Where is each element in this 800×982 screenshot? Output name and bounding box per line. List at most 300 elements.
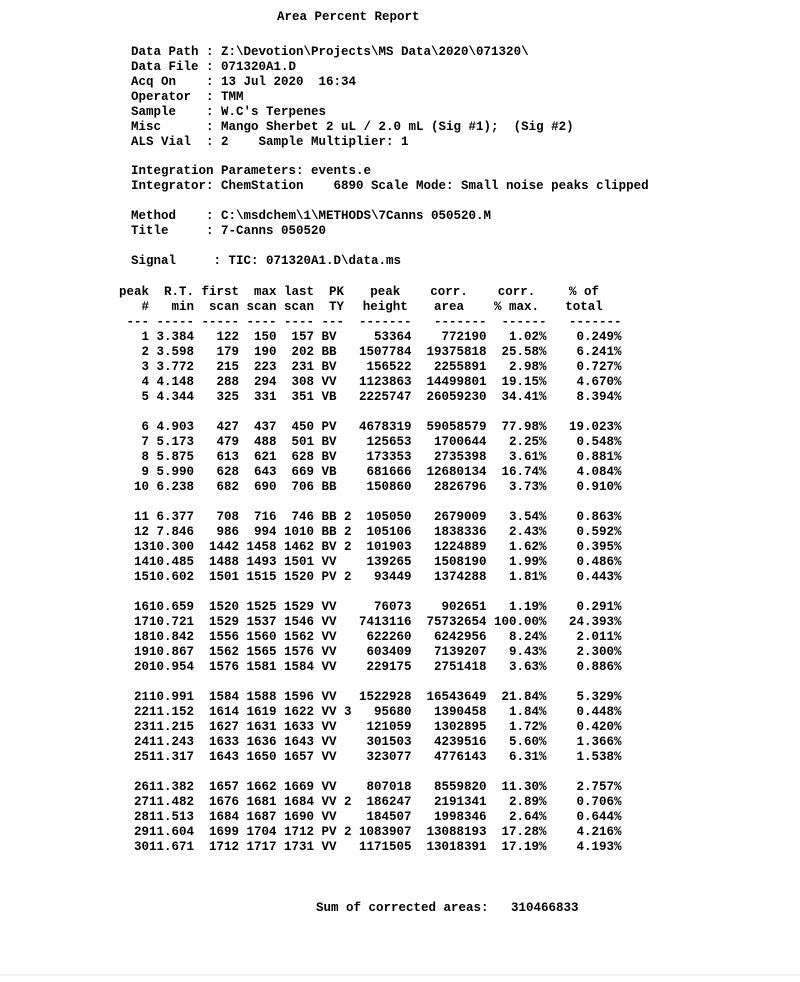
- peak-cell: 1633: [209, 735, 240, 749]
- peak-cell: 1537: [246, 615, 277, 629]
- peak-cell: 10.602: [149, 570, 195, 584]
- sample-value: W.C's Terpenes: [221, 105, 327, 119]
- header-cell: first: [201, 285, 240, 299]
- peak-cell: 0.644%: [576, 810, 622, 824]
- peak-cell: 1596: [284, 690, 315, 704]
- peak-row: [119, 660, 622, 690]
- peak-row: [119, 525, 622, 540]
- peak-row: [119, 825, 622, 840]
- peak-cell: 2735398: [434, 450, 487, 464]
- peak-cell: 6.241%: [576, 345, 622, 359]
- sample-label: Sample: [131, 105, 177, 119]
- operator-line: [131, 90, 574, 105]
- peak-cell: 4.193%: [576, 840, 622, 854]
- peak-cell: 17.28%: [501, 825, 547, 839]
- peak-cell: 25: [134, 750, 150, 764]
- peak-cell: 4239516: [434, 735, 487, 749]
- peak-cell: 3.73%: [509, 480, 547, 494]
- peak-cell: 7.846: [156, 525, 195, 539]
- peak-cell: 10.842: [149, 630, 195, 644]
- peak-cell: 19: [134, 645, 150, 659]
- peak-cell: 0.420%: [576, 720, 622, 734]
- header-cell: max: [254, 285, 277, 299]
- peak-row: [119, 435, 622, 450]
- data-path-line: [131, 45, 574, 60]
- colon-separator: :: [206, 120, 222, 134]
- peak-cell: 0.727%: [576, 360, 622, 374]
- peak-cell: VV: [321, 810, 337, 824]
- peak-cell: 479: [216, 435, 240, 449]
- peak-cell: VV: [321, 375, 337, 389]
- peak-cell: 6.238: [156, 480, 195, 494]
- peak-table-header-dashes: [119, 315, 622, 330]
- peak-cell: BV 2: [321, 540, 352, 554]
- peak-cell: 1171505: [359, 840, 412, 854]
- peak-cell: BB 2: [321, 525, 352, 539]
- peak-cell: 7413116: [359, 615, 412, 629]
- peak-cell: VV: [321, 615, 337, 629]
- peak-cell: 5.173: [156, 435, 195, 449]
- peak-cell: 1.81%: [509, 570, 547, 584]
- peak-cell: VV: [321, 840, 337, 854]
- peak-cell: 0.443%: [576, 570, 622, 584]
- peak-row: [119, 450, 622, 465]
- peak-cell: 95680: [374, 705, 412, 719]
- header-cell: scan: [209, 300, 240, 314]
- peak-cell: 0.548%: [576, 435, 622, 449]
- peak-cell: 1515: [246, 570, 277, 584]
- method-line: [131, 209, 491, 224]
- peak-cell: 1.19%: [509, 600, 547, 614]
- peak-cell: 1462: [284, 540, 315, 554]
- peak-cell: 1712: [284, 825, 315, 839]
- header-cell: total: [565, 300, 603, 314]
- method-value: C:\msdchem\1\METHODS\7Canns 050520.M: [221, 209, 492, 223]
- header-cell: min: [171, 300, 195, 314]
- peak-cell: 1627: [209, 720, 240, 734]
- header-cell: corr.: [430, 285, 468, 299]
- peak-cell: 807018: [366, 780, 412, 794]
- peak-cell: 20: [134, 660, 150, 674]
- peak-cell: 3: [141, 360, 150, 374]
- signal-block: [131, 254, 401, 269]
- peak-cell: 1520: [284, 570, 315, 584]
- peak-cell: 8.24%: [509, 630, 547, 644]
- peak-cell: 0.881%: [576, 450, 622, 464]
- peak-row: [119, 840, 622, 855]
- peak-cell: 3.598: [156, 345, 195, 359]
- peak-cell: 4.148: [156, 375, 195, 389]
- peak-cell: 229175: [366, 660, 412, 674]
- peak-cell: 2751418: [434, 660, 487, 674]
- peak-cell: VV: [321, 630, 337, 644]
- peak-cell: 1581: [246, 660, 277, 674]
- peak-cell: 1010: [284, 525, 315, 539]
- peak-cell: 1.72%: [509, 720, 547, 734]
- peak-cell: 93449: [374, 570, 412, 584]
- header-cell: peak: [119, 285, 150, 299]
- header-cell: -------: [434, 315, 487, 329]
- peak-cell: VV: [321, 735, 337, 749]
- peak-cell: 12: [134, 525, 150, 539]
- peak-cell: 301503: [366, 735, 412, 749]
- peak-cell: 1224889: [434, 540, 487, 554]
- peak-cell: 5.329%: [576, 690, 622, 704]
- peak-cell: 1684: [284, 795, 315, 809]
- peak-cell: 190: [254, 345, 277, 359]
- peak-cell: 1390458: [434, 705, 487, 719]
- peak-cell: 1501: [284, 555, 315, 569]
- peak-cell: 100.00%: [494, 615, 547, 629]
- colon-separator: :: [206, 135, 222, 149]
- peak-cell: 1662: [246, 780, 277, 794]
- peak-cell: BV: [321, 330, 337, 344]
- peak-cell: 669: [291, 465, 315, 479]
- peak-cell: 1614: [209, 705, 240, 719]
- peak-cell: 150860: [366, 480, 412, 494]
- peak-cell: 1.366%: [576, 735, 622, 749]
- header-cell: ------: [501, 315, 547, 329]
- peak-cell: 1633: [284, 720, 315, 734]
- peak-cell: 1501: [209, 570, 240, 584]
- peak-cell: 1.02%: [509, 330, 547, 344]
- peak-row: [119, 330, 622, 345]
- peak-cell: 6: [141, 420, 150, 434]
- peak-cell: 21.84%: [501, 690, 547, 704]
- sample-line: [131, 105, 574, 120]
- peak-cell: 2679009: [434, 510, 487, 524]
- peak-row: [119, 390, 622, 420]
- data-file-label: Data File: [131, 60, 199, 74]
- peak-cell: 1520: [209, 600, 240, 614]
- peak-cell: 1712: [209, 840, 240, 854]
- peak-cell: 139265: [366, 555, 412, 569]
- peak-cell: 105106: [366, 525, 412, 539]
- data-path-value: Z:\Devotion\Projects\MS Data\2020\071320\: [221, 45, 529, 59]
- peak-cell: 2255891: [434, 360, 487, 374]
- peak-cell: 7: [141, 435, 150, 449]
- peak-cell: 19.15%: [501, 375, 547, 389]
- peak-cell: 21: [134, 690, 150, 704]
- peak-row: [119, 480, 622, 510]
- signal-value: TIC: 071320A1.D\data.ms: [228, 254, 402, 268]
- peak-cell: 1493: [246, 555, 277, 569]
- peak-cell: VV 3: [321, 705, 352, 719]
- peak-cell: 2.98%: [509, 360, 547, 374]
- peak-cell: 59058579: [426, 420, 487, 434]
- peak-cell: 24: [134, 735, 150, 749]
- peak-row: [119, 705, 622, 720]
- peak-cell: 12680134: [426, 465, 487, 479]
- peak-cell: 6242956: [434, 630, 487, 644]
- peak-cell: 1643: [209, 750, 240, 764]
- peak-cell: 101903: [366, 540, 412, 554]
- peak-cell: 11.671: [149, 840, 195, 854]
- peak-cell: 4776143: [434, 750, 487, 764]
- peak-cell: 331: [254, 390, 277, 404]
- title-label: Title: [131, 224, 169, 238]
- header-cell: area: [434, 300, 465, 314]
- peak-cell: 4.084%: [576, 465, 622, 479]
- peak-cell: 17: [134, 615, 150, 629]
- peak-cell: 2.89%: [509, 795, 547, 809]
- peak-cell: 16: [134, 600, 150, 614]
- peak-cell: 14: [134, 555, 150, 569]
- peak-cell: 11.604: [149, 825, 195, 839]
- peak-cell: 23: [134, 720, 150, 734]
- peak-cell: 6.377: [156, 510, 195, 524]
- peak-cell: 351: [291, 390, 315, 404]
- colon-separator: :: [206, 60, 222, 74]
- peak-cell: 11.382: [149, 780, 195, 794]
- misc-value: Mango Sherbet 2 uL / 2.0 mL (Sig #1); (Sig #2): [221, 120, 574, 134]
- peak-cell: 2: [141, 345, 150, 359]
- peak-cell: VV: [321, 645, 337, 659]
- peak-cell: 4: [141, 375, 150, 389]
- peak-cell: 16543649: [426, 690, 487, 704]
- peak-cell: 1565: [246, 645, 277, 659]
- peak-cell: 10.721: [149, 615, 195, 629]
- header-cell: scan: [246, 300, 277, 314]
- peak-cell: 11.482: [149, 795, 195, 809]
- header-cell: ---: [321, 315, 345, 329]
- peak-cell: 4.670%: [576, 375, 622, 389]
- peak-row: [119, 555, 622, 570]
- peak-cell: VV: [321, 600, 337, 614]
- peak-cell: 4.216%: [576, 825, 622, 839]
- data-file-line: [131, 60, 574, 75]
- peak-row: [119, 645, 622, 660]
- peak-cell: VB: [321, 465, 337, 479]
- peak-cell: 716: [254, 510, 277, 524]
- peak-cell: 10.991: [149, 690, 195, 704]
- peak-cell: 1681: [246, 795, 277, 809]
- peak-cell: 3.63%: [509, 660, 547, 674]
- peak-cell: BV: [321, 450, 337, 464]
- peak-cell: 16.74%: [501, 465, 547, 479]
- header-cell: PK: [329, 285, 345, 299]
- peak-cell: 18: [134, 630, 150, 644]
- peak-cell: 2225747: [359, 390, 412, 404]
- peak-row: [119, 615, 622, 630]
- peak-row: [119, 570, 622, 600]
- header-cell: scan: [284, 300, 315, 314]
- peak-cell: 1.84%: [509, 705, 547, 719]
- peak-row: [119, 375, 622, 390]
- peak-cell: 5.990: [156, 465, 195, 479]
- peak-cell: 2.64%: [509, 810, 547, 824]
- data-path-label: Data Path: [131, 45, 199, 59]
- peak-row: [119, 345, 622, 360]
- peak-cell: VB: [321, 390, 337, 404]
- peak-cell: 215: [216, 360, 240, 374]
- header-cell: last: [284, 285, 315, 299]
- peak-cell: 1576: [209, 660, 240, 674]
- peak-cell: 1631: [246, 720, 277, 734]
- peak-cell: PV: [321, 420, 337, 434]
- header-cell: #: [141, 300, 150, 314]
- peak-cell: 1643: [284, 735, 315, 749]
- peak-cell: 22: [134, 705, 150, 719]
- peak-cell: 1488: [209, 555, 240, 569]
- peak-cell: 77.98%: [501, 420, 547, 434]
- peak-cell: 3.772: [156, 360, 195, 374]
- peak-cell: 0.249%: [576, 330, 622, 344]
- data-file-value: 071320A1.D: [221, 60, 297, 74]
- peak-row: [119, 780, 622, 795]
- peak-cell: 157: [291, 330, 315, 344]
- header-cell: % of: [569, 285, 600, 299]
- peak-cell: VV: [321, 780, 337, 794]
- peak-cell: 122: [216, 330, 240, 344]
- peak-row: [119, 690, 622, 705]
- peak-cell: 150: [254, 330, 277, 344]
- misc-label: Misc: [131, 120, 162, 134]
- header-cell: peak: [370, 285, 401, 299]
- integration-parameters-line: Integration Parameters: events.e: [131, 164, 372, 178]
- peak-cell: 501: [291, 435, 315, 449]
- peak-cell: 24.393%: [569, 615, 622, 629]
- header-cell: R.T.: [164, 285, 195, 299]
- peak-cell: 294: [254, 375, 277, 389]
- peak-cell: 682: [216, 480, 240, 494]
- peak-cell: 13018391: [426, 840, 487, 854]
- header-cell: -----: [201, 315, 240, 329]
- peak-cell: 0.886%: [576, 660, 622, 674]
- peak-cell: 10.300: [149, 540, 195, 554]
- peak-cell: 986: [216, 525, 240, 539]
- peak-cell: 53364: [374, 330, 412, 344]
- peak-cell: 10.867: [149, 645, 195, 659]
- peak-cell: 11.215: [149, 720, 195, 734]
- peak-row: [119, 720, 622, 735]
- acq-on-line: [131, 75, 574, 90]
- signal-line: [131, 254, 401, 269]
- peak-row: [119, 810, 622, 825]
- peak-cell: 2.43%: [509, 525, 547, 539]
- peak-cell: 0.395%: [576, 540, 622, 554]
- peak-cell: 5.60%: [509, 735, 547, 749]
- peak-cell: 2826796: [434, 480, 487, 494]
- colon-separator: :: [206, 45, 222, 59]
- peak-cell: VV: [321, 660, 337, 674]
- method-block: [131, 209, 491, 239]
- peak-cell: 1.62%: [509, 540, 547, 554]
- colon-separator: :: [206, 90, 222, 104]
- integration-block: [131, 164, 649, 194]
- peak-cell: 1458: [246, 540, 277, 554]
- peak-cell: 10.659: [149, 600, 195, 614]
- peak-cell: 11.317: [149, 750, 195, 764]
- sum-label: Sum of corrected areas:: [316, 901, 489, 915]
- peak-cell: 3.384: [156, 330, 195, 344]
- peak-cell: 1676: [209, 795, 240, 809]
- peak-cell: 1690: [284, 810, 315, 824]
- peak-cell: 11.243: [149, 735, 195, 749]
- peak-cell: 9.43%: [509, 645, 547, 659]
- peak-cell: 4678319: [359, 420, 412, 434]
- peak-cell: 994: [254, 525, 277, 539]
- peak-cell: 156522: [366, 360, 412, 374]
- peak-cell: 288: [216, 375, 240, 389]
- peak-cell: 1622: [284, 705, 315, 719]
- header-cell: % max.: [494, 300, 540, 314]
- peak-cell: 11.30%: [501, 780, 547, 794]
- header-cell: ----: [284, 315, 315, 329]
- peak-row: [119, 750, 622, 780]
- peak-cell: 8559820: [434, 780, 487, 794]
- peak-cell: 1576: [284, 645, 315, 659]
- peak-cell: 1588: [246, 690, 277, 704]
- peak-cell: 8: [141, 450, 150, 464]
- peak-cell: 8.394%: [576, 390, 622, 404]
- colon-separator: :: [206, 105, 222, 119]
- peak-cell: 1529: [284, 600, 315, 614]
- page-title: Area Percent Report: [277, 10, 420, 24]
- peak-cell: 9: [141, 465, 150, 479]
- peak-cell: 231: [291, 360, 315, 374]
- peak-cell: 613: [216, 450, 240, 464]
- peak-cell: 1562: [209, 645, 240, 659]
- peak-cell: 1508190: [434, 555, 487, 569]
- peak-cell: 223: [254, 360, 277, 374]
- peak-cell: 2.300%: [576, 645, 622, 659]
- peak-cell: 643: [254, 465, 277, 479]
- peak-cell: 1700644: [434, 435, 487, 449]
- peak-cell: 1123863: [359, 375, 412, 389]
- peak-table-header-row: [119, 300, 622, 315]
- peak-cell: 173353: [366, 450, 412, 464]
- peak-table-body: [119, 330, 622, 855]
- peak-cell: 105050: [366, 510, 412, 524]
- peak-cell: 708: [216, 510, 240, 524]
- header-cell: -------: [569, 315, 622, 329]
- peak-cell: 2.25%: [509, 435, 547, 449]
- peak-cell: 427: [216, 420, 240, 434]
- peak-cell: 19.023%: [569, 420, 622, 434]
- peak-row: [119, 540, 622, 555]
- peak-cell: BB 2: [321, 510, 352, 524]
- peak-row: [119, 465, 622, 480]
- peak-cell: 1717: [246, 840, 277, 854]
- peak-cell: 11: [134, 510, 150, 524]
- peak-cell: 1684: [209, 810, 240, 824]
- peak-cell: 0.448%: [576, 705, 622, 719]
- peak-table-header-row: [119, 285, 622, 300]
- peak-cell: 706: [291, 480, 315, 494]
- peak-cell: 76073: [374, 600, 412, 614]
- peak-cell: 25.58%: [501, 345, 547, 359]
- peak-cell: 13088193: [426, 825, 487, 839]
- als-vial-line: [131, 135, 574, 150]
- operator-value: TMM: [221, 90, 244, 104]
- peak-cell: 125653: [366, 435, 412, 449]
- peak-cell: 11.513: [149, 810, 195, 824]
- peak-cell: 0.863%: [576, 510, 622, 524]
- peak-cell: 1619: [246, 705, 277, 719]
- peak-cell: 1: [141, 330, 150, 344]
- header-cell: -----: [156, 315, 195, 329]
- peak-cell: 1704: [246, 825, 277, 839]
- peak-cell: 1584: [284, 660, 315, 674]
- peak-cell: 746: [291, 510, 315, 524]
- peak-cell: 488: [254, 435, 277, 449]
- peak-cell: VV 2: [321, 795, 352, 809]
- header-cell: -------: [359, 315, 412, 329]
- file-info-block: [131, 45, 574, 150]
- peak-cell: 27: [134, 795, 150, 809]
- peak-cell: 1556: [209, 630, 240, 644]
